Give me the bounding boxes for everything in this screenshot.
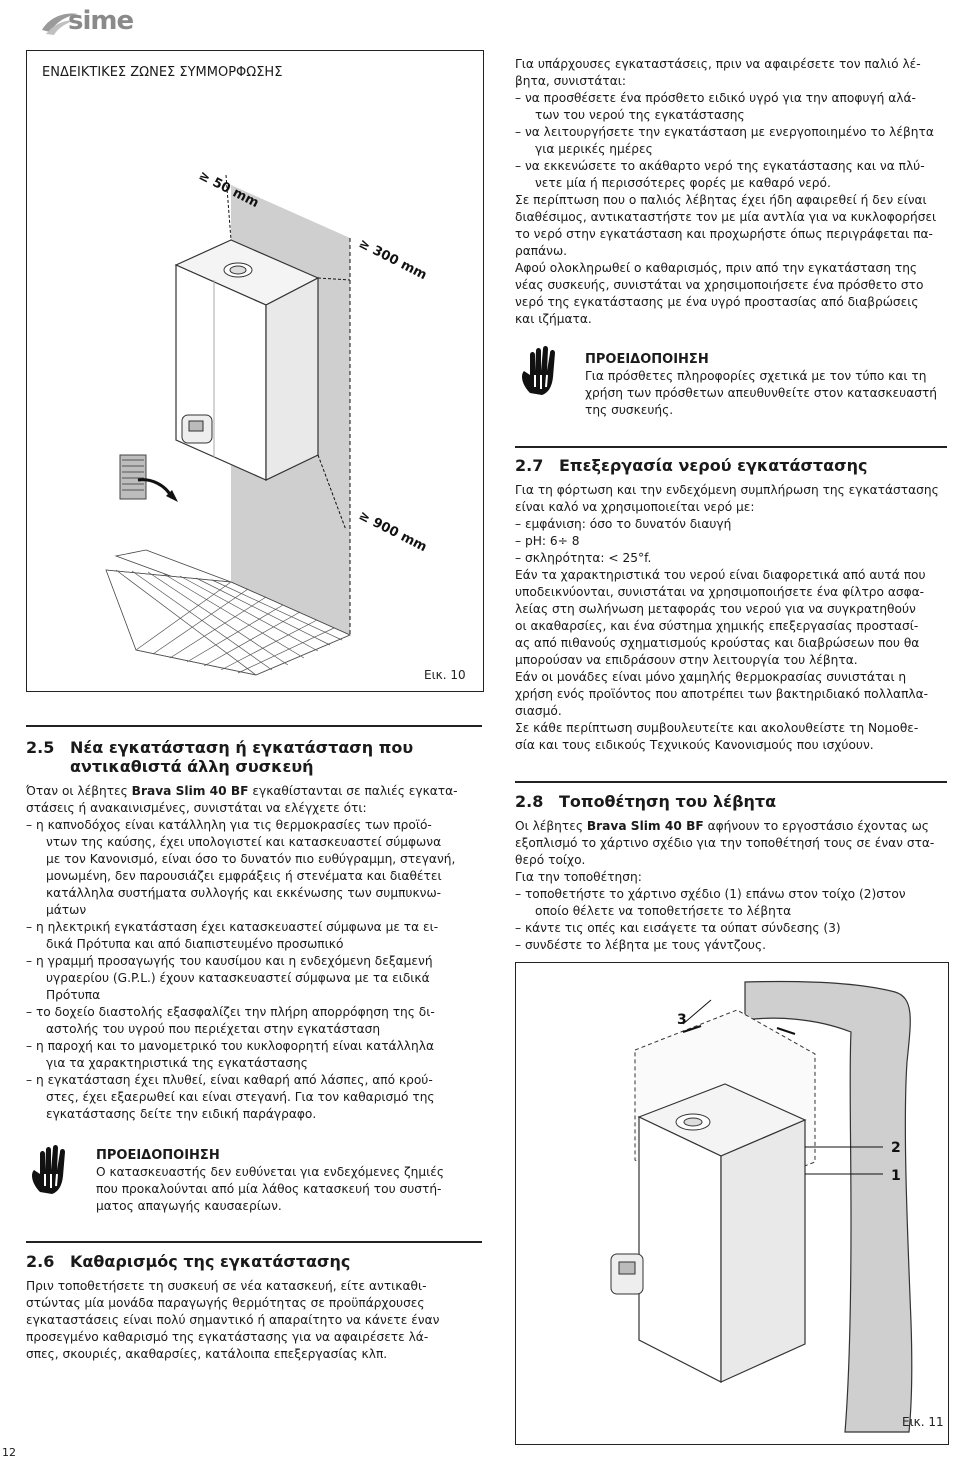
text-line: Σε κάθε περίπτωση συμβουλευτείτε και ακολουθείστε τη Νομοθε- [515, 721, 919, 735]
text-line: εξοπλισμό το χάρτινο σχέδιο για την τοποθέτησή τους σε έναν στα- [515, 836, 935, 850]
text-line: – η καπνοδόχος είναι κατάλληλη για τις θερμοκρασίες των προϊό- [26, 818, 432, 832]
warning-1 [585, 351, 955, 419]
text-line: – να λειτουργήσετε την εγκατάσταση με ενεργοποιημένο το λέβητα [515, 125, 934, 139]
text-line: Για την τοποθέτηση: [515, 870, 642, 884]
figure-11-illustration [515, 962, 947, 1443]
text-line: για τα χαρακτηριστικά της εγκατάστασης [46, 1056, 308, 1070]
dim-bottom-label: ≥ 900 mm [356, 508, 430, 556]
text-line: με τον Κανονισμό, είναι όσο το δυνατόν πιο ευθύγραμμη, στεγανή, [46, 852, 456, 866]
text-span: αφήνουν το εργοστάσιο έχοντας ως [703, 819, 929, 833]
section-title: Τοποθέτηση του λέβητα [559, 792, 777, 811]
text-line: κατάλληλα συστήματα συλλογής και εκκένωσης των συμπυκνω- [46, 886, 442, 900]
text-line: – εμφάνιση: όσο το δυνατόν διαυγή [515, 517, 732, 531]
text-line: – να προσθέσετε ένα πρόσθετο ειδικό υγρό για την αποφυγή αλά- [515, 91, 916, 105]
text-line: Για υπάρχουσες εγκαταστάσεις, πριν να αφαιρέσετε τον παλιό λέ- [515, 57, 921, 71]
section-title: αντικαθιστά άλλη συσκευή [70, 757, 314, 776]
text-line: εγκαταστάσεις είναι πολύ σημαντικό ή απαραίτητο να κάνετε έναν [26, 1313, 440, 1327]
text-line: στώντας μία μονάδα παραγωγής θερμότητας σε προϋπάρχουσες [26, 1296, 425, 1310]
text-line: – η γραμμή προσαγωγής του καυσίμου και η ενδεχόμενη δεξαμενή [26, 954, 433, 968]
figure-11-caption: Εικ. 11 [902, 1415, 944, 1429]
text-line: εγκατάστασης δείτε την ειδική παράγραφο. [46, 1107, 317, 1121]
section-2-8-body [515, 818, 951, 954]
text-line: Σε περίπτωση που ο παλιός λέβητας έχει ήδη αφαιρεθεί ή δεν είναι [515, 193, 927, 207]
section-2-6-body [26, 1278, 482, 1363]
text-line: ντων της καύσης, έχει υπολογιστεί και κατασκευαστεί σύμφωνα [46, 835, 442, 849]
list-item [515, 158, 951, 192]
section-2-6-heading [26, 1252, 350, 1271]
text-line: υποδεικνύονται, συνιστάται να χρησιμοποιήσετε ένα φίλτρο ασφα- [515, 585, 925, 599]
text-line: αστολής του υγρού που περιέχεται στην εγκατάσταση [46, 1022, 381, 1036]
text-line: μονωμένη, δεν παρουσιάζει εμφράξεις ή στενέματα και διαθέτει [46, 869, 442, 883]
text-line [26, 783, 482, 800]
text-line: το νερό στην εγκατάσταση και προχωρήστε όπως περιγράφεται πα- [515, 227, 933, 241]
text-line: – συνδέστε το λέβητα με τους γάντζους. [515, 938, 766, 952]
text-line: βητα, συνιστάται: [515, 74, 627, 88]
text-line: της συσκευής. [585, 403, 674, 417]
text-line: – η εγκατάσταση έχει πλυθεί, είναι καθαρή από λάσπες, από κρού- [26, 1073, 433, 1087]
text-line: Εάν οι μονάδες είναι μόνο χαμηλής θερμοκρασίας συνιστάται η [515, 670, 907, 684]
text-line: και ιζήματα. [515, 312, 592, 326]
text-line: νέας συσκευής, συνιστάται να χρησιμοποιήσετε ένα πρόσθετο στο [515, 278, 924, 292]
section-2-5-heading [26, 738, 482, 776]
sime-logo [40, 6, 170, 38]
text-line: νερό της εγκατάστασης με ένα υγρό προστασίας από διαβρώσεις [515, 295, 919, 309]
warning-title: ΠΡΟΕΙΔΟΠΟΙΗΣΗ [585, 352, 709, 367]
section-2-7-heading [515, 456, 867, 475]
text-line: στάσεις ή ανακαινισμένες, συνιστάται να ελέγχετε ότι: [26, 801, 367, 815]
boiler-drawing [176, 240, 318, 480]
section-title: Επεξεργασία νερού εγκατάστασης [559, 456, 868, 475]
text-line: – κάντε τις οπές και εισάγετε τα ούπατ σύνδεσης (3) [515, 921, 841, 935]
section-number: 2.7 [515, 456, 544, 475]
text-line: ας από πιθανούς σχηματισμούς κρούστας και διαβρώσεων που θα [515, 636, 920, 650]
warning-title: ΠΡΟΕΙΔΟΠΟΙΗΣΗ [96, 1148, 220, 1163]
warning-hand-icon [516, 345, 568, 397]
text-line: Ο κατασκευαστής δεν ευθύνεται για ενδεχόμενες ζημιές [96, 1165, 445, 1179]
warning-hand-icon [26, 1144, 78, 1196]
text-line: Για πρόσθετες πληροφορίες σχετικά με τον τύπο και τη [585, 369, 927, 383]
text-line: – η παροχή και το μανομετρικό του κυκλοφορητή είναι κατάλληλα [26, 1039, 434, 1053]
section-2-5-body [26, 783, 482, 1123]
text-line: των του νερού της εγκατάστασης [535, 108, 745, 122]
text-line: Για τη φόρτωση και την ενδεχόμενη συμπλήρωση της εγκατάστασης [515, 483, 939, 497]
text-span: Οι λέβητες [515, 819, 587, 833]
text-line: – σκληρότητα: < 25°f. [515, 551, 652, 565]
section-rule [515, 781, 947, 783]
section-number: 2.8 [515, 792, 544, 811]
text-line: δικά Πρότυπα και από διαπιστευμένο προσωπικό [46, 937, 344, 951]
text-line: ματος απαγωγής καυσαερίων. [96, 1199, 282, 1213]
text-line: υγραερίου (G.P.L.) έχουν κατασκευαστεί σύμφωνα με τα ειδικά [46, 971, 430, 985]
text-line: σία και τους ειδικούς Τεχνικούς Κανονισμούς που ισχύουν. [515, 738, 874, 752]
list-item [515, 124, 951, 158]
section-rule [26, 725, 482, 727]
warning-2 [96, 1147, 480, 1215]
boiler-drawing [611, 1084, 805, 1382]
model-name: Brava Slim 40 BF [586, 819, 704, 833]
text-line: – η ηλεκτρική εγκατάσταση έχει κατασκευαστεί σύμφωνα με τα ει- [26, 920, 439, 934]
section-title: Καθαρισμός της εγκατάστασης [70, 1252, 351, 1271]
text-line: λείας στη σωλήνωση μεταφοράς του νερού για να συγκρατηθούν [515, 602, 916, 616]
text-line: μπορούσαν να επιδράσουν στην λειτουργία του λέβητα. [515, 653, 858, 667]
text-line: – να εκκενώσετε το ακάθαρτο νερό της εγκατάστασης και να πλύ- [515, 159, 925, 173]
text-line: προσεγμένο καθαρισμό της εγκατάστασης για να αφαιρέσετε λά- [26, 1330, 429, 1344]
text-line: Πρότυπα [46, 988, 101, 1002]
text-span: Όταν οι λέβητες [26, 784, 132, 798]
dim-side-label: ≥ 300 mm [356, 236, 430, 284]
text-line: οι ακαθαρσίες, και ένα σύστημα χημικής επεξεργασίας προστασί- [515, 619, 919, 633]
model-name: Brava Slim 40 BF [131, 784, 249, 798]
section-number: 2.5 [26, 738, 55, 757]
text-line: Εάν τα χαρακτηριστικά του νερού είναι διαφορετικά από αυτά που [515, 568, 926, 582]
text-line: – τοποθετήστε το χάρτινο σχέδιο (1) επάνω στον τοίχο (2)στον [515, 887, 906, 901]
section-title: Νέα εγκατάσταση ή εγκατάσταση που [70, 738, 414, 757]
brand-name: sime [68, 6, 134, 36]
intro-paragraph [515, 56, 951, 328]
text-line: οποίο θέλετε να τοποθετήσετε το λέβητα [535, 904, 792, 918]
text-line: στες, έχει εξαερωθεί και είναι στεγανή. Για τον καθαρισμό της [46, 1090, 435, 1104]
text-line: διαθέσιμος, αντικαταστήστε τον με μία αντλία για να κυκλοφορήσει [515, 210, 937, 224]
dim-top-label: ≥ 50 mm [196, 168, 262, 212]
text-line: που προκαλούνται από μία λάθος κατασκευή του συστή- [96, 1182, 442, 1196]
text-line: σιασμό. [515, 704, 562, 718]
text-line: ραπάνω. [515, 244, 568, 258]
text-span: εγκαθίστανται σε παλιές εγκατα- [248, 784, 458, 798]
section-rule [26, 1241, 482, 1243]
figure-10-title: ΕΝΔΕΙΚΤΙΚΕΣ ΖΩΝΕΣ ΣΥΜΜΟΡΦΩΣΗΣ [42, 65, 283, 80]
vent-grille-icon [120, 455, 146, 499]
section-2-7-body [515, 482, 951, 754]
text-line: – το δοχείο διαστολής εξασφαλίζει την πλήρη απορρόφηση της δι- [26, 1005, 435, 1019]
callout-1: 1 [891, 1168, 901, 1184]
callout-3: 3 [677, 1012, 687, 1028]
section-2-8-heading [515, 792, 776, 811]
text-line [515, 818, 951, 835]
text-line: – pH: 6÷ 8 [515, 534, 580, 548]
text-line: θερό τοίχο. [515, 853, 586, 867]
text-line: μάτων [46, 903, 87, 917]
text-line: χρήση ενός προϊόντος που αποτρέπει των βακτηριδιακό πολλαπλα- [515, 687, 929, 701]
text-line: σπες, σκουριές, ακαθαρσίες, κατάλοιπα επεξεργασίας κλπ. [26, 1347, 388, 1361]
text-line: Πριν τοποθετήσετε τη συσκευή σε νέα κατασκευή, είτε αντικαθι- [26, 1279, 427, 1293]
page-number: 12 [2, 1446, 16, 1459]
figure-10-caption: Εικ. 10 [424, 668, 466, 682]
callout-2: 2 [891, 1140, 901, 1156]
list-item [515, 90, 951, 124]
section-rule [515, 446, 947, 448]
figure-10-illustration [26, 50, 482, 690]
text-line: Αφού ολοκληρωθεί ο καθαρισμός, πριν από την εγκατάσταση της [515, 261, 918, 275]
text-line: νετε μία ή περισσότερες φορές με καθαρό νερό. [535, 176, 831, 190]
text-line: χρήση των πρόσθετων απευθυνθείτε στον κατασκευαστή [585, 386, 938, 400]
text-line: για μερικές ημέρες [535, 142, 653, 156]
section-number: 2.6 [26, 1252, 55, 1271]
text-line: είναι καλό να χρησιμοποιείται νερό με: [515, 500, 755, 514]
